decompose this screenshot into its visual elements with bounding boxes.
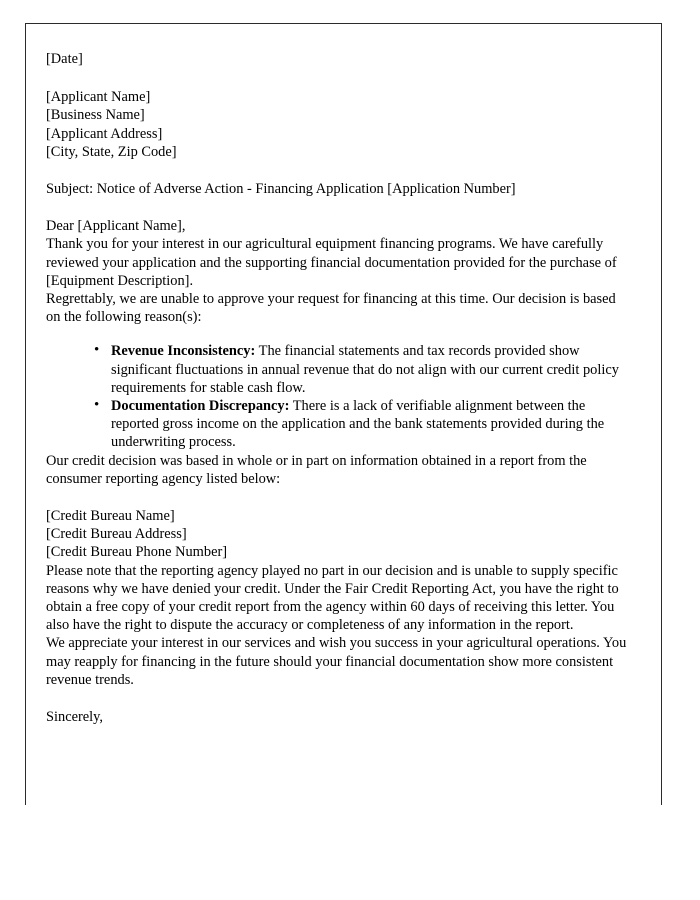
- date-line: [Date]: [46, 51, 83, 67]
- credit-bureau-name: [Credit Bureau Name]: [46, 508, 175, 525]
- reason-label: Documentation Discrepancy:: [111, 398, 290, 415]
- paragraph-introduction: Thank you for your interest in our agricultural equipment financing programs. We have carefully reviewed your application and the supporting financial documentation provided for the purchase of [Equipment Description].: [46, 236, 617, 289]
- credit-bureau-address: [Credit Bureau Address]: [46, 526, 187, 543]
- letter-body: [26, 24, 661, 726]
- paragraph-fcra-rights: Please note that the reporting agency played no part in our decision and is unable to supply specific reasons why we have denied your credit. Under the Fair Credit Reporting Act, you have the right to obtain a free copy of your credit report from the agency within 60 days of receiving this letter. You also have the right to dispute the accuracy or completeness of any information in the report.: [46, 562, 619, 634]
- subject-line: Subject: Notice of Adverse Action - Financing Application [Application Number]: [46, 181, 516, 198]
- reason-label: Revenue Inconsistency:: [111, 343, 256, 360]
- signoff: Sincerely,: [46, 709, 104, 726]
- salutation: Dear [Applicant Name],: [46, 218, 186, 235]
- list-item: [94, 397, 629, 452]
- recipient-street-address: [Applicant Address]: [46, 125, 163, 142]
- credit-bureau-block: [46, 507, 629, 562]
- reason-text: There is a lack of verifiable alignment between the reported gross income on the application and the bank statements provided during the underwriting process.: [111, 398, 605, 451]
- recipient-address-block: [46, 88, 629, 161]
- paragraph-closing: We appreciate your interest in our services and wish you success in your agricultural operations. You may reapply for financing in the future should your financial documentation show more consistent revenue trends.: [46, 635, 627, 688]
- paragraph-report-source: Our credit decision was based in whole or in part on information obtained in a report from the consumer reporting agency listed below:: [46, 452, 587, 487]
- paragraph-decision: Regrettably, we are unable to approve your request for financing at this time. Our decision is based on the following reason(s):: [46, 291, 616, 326]
- list-item: [94, 342, 629, 397]
- credit-bureau-phone: [Credit Bureau Phone Number]: [46, 544, 228, 561]
- recipient-business-name: [Business Name]: [46, 107, 145, 124]
- document-page: [25, 23, 662, 805]
- recipient-city-state-zip: [City, State, Zip Code]: [46, 143, 177, 160]
- reason-list: [46, 342, 629, 451]
- recipient-applicant-name: [Applicant Name]: [46, 89, 151, 106]
- reason-text: The financial statements and tax records provided show significant fluctuations in annual revenue that do not align with our current credit policy requirements for stable cash flow.: [111, 343, 619, 396]
